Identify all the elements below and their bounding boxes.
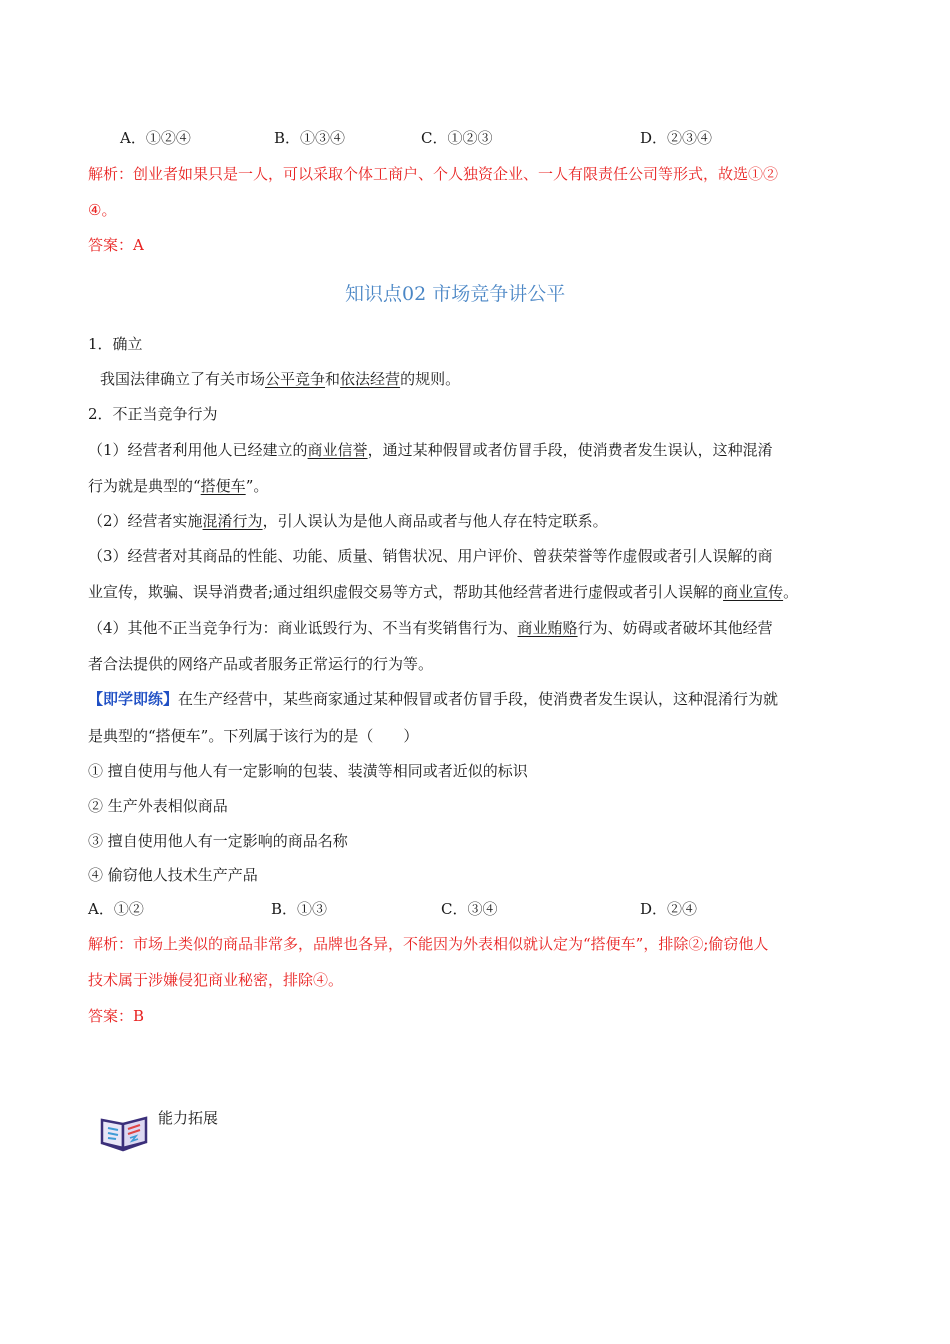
item3-l2-underline: 商业宣传: [723, 583, 784, 601]
prev-answer: 答案：A: [88, 236, 144, 254]
point1-text-mid: 和: [325, 370, 341, 388]
practice-statement-4: ④ 偷窃他人技术生产产品: [88, 866, 258, 884]
item3-l2-pre: 业宣传，欺骗、误导消费者;通过组织虚假交易等方式，帮助其他经营者进行虚假或者引人误解的: [88, 583, 724, 601]
point1-underline-lawful-operation: 依法经营: [340, 370, 401, 388]
section-title: 知识点02 市场竞争讲公平: [345, 283, 566, 305]
practice-statement-2: ② 生产外表相似商品: [88, 797, 228, 815]
practice-question-line1: [88, 689, 778, 709]
point1-text-post: 的规则。: [400, 370, 461, 388]
point2-item1-line2: [88, 476, 268, 496]
item4-pre: （4）其他不正当竞争行为：商业诋毁行为、不当有奖销售行为、: [88, 619, 518, 637]
item1-l2-post: ”。: [245, 477, 269, 495]
item1-post: ，通过某种假冒或者仿冒手段，使消费者发生误认，这种混淆: [367, 441, 773, 459]
practice-tag: 【即学即练】: [88, 690, 179, 708]
practice-option-b: B．①③: [271, 900, 328, 918]
prev-option-a: A．①②④: [120, 129, 191, 147]
point2-item2: [88, 511, 608, 531]
item1-l2-underline: 搭便车: [200, 477, 246, 495]
practice-option-d: D．②④: [640, 900, 698, 918]
practice-statement-1: ① 擅自使用与他人有一定影响的包装、装潢等相同或者近似的标识: [88, 762, 528, 780]
point1-underline-fair-competition: 公平竞争: [265, 370, 326, 388]
practice-question-line2: 是典型的“搭便车”。下列属于该行为的是（ ）: [88, 727, 419, 745]
point2-heading: 2．不正当竞争行为: [88, 405, 218, 423]
item1-l2-pre: 行为就是典型的“: [88, 477, 201, 495]
item2-pre: （2）经营者实施: [88, 512, 203, 530]
item1-underline: 商业信誉: [307, 441, 368, 459]
open-book-icon: [99, 1110, 149, 1152]
prev-option-d: D．②③④: [640, 129, 713, 147]
item4-post: 行为、妨碍或者破坏其他经营: [577, 619, 773, 637]
prev-option-b: B．①③④: [274, 129, 346, 147]
practice-q1: 在生产经营中，某些商家通过某种假冒或者仿冒手段，使消费者发生误认，这种混淆行为就: [178, 690, 779, 708]
item2-post: ，引人误认为是他人商品或者与他人存在特定联系。: [262, 512, 608, 530]
point1-text: [100, 369, 460, 389]
item4-underline: 商业贿赂: [517, 619, 578, 637]
point1-text-pre: 我国法律确立了有关市场: [100, 370, 266, 388]
point1-heading: 1．确立: [88, 335, 143, 353]
practice-statement-3: ③ 擅自使用他人有一定影响的商品名称: [88, 832, 348, 850]
practice-option-a: A．①②: [88, 900, 144, 918]
practice-analysis-line1: 解析：市场上类似的商品非常多，品牌也各异，不能因为外表相似就认定为“搭便车”，排除②;偷窃他人: [88, 935, 769, 953]
extension-label: 能力拓展: [158, 1109, 219, 1127]
point2-item4-line1: [88, 618, 773, 638]
item3-l2-post: 。: [783, 583, 799, 601]
prev-analysis-line1: 解析：创业者如果只是一人，可以采取个体工商户、个人独资企业、一人有限责任公司等形式，故选①②: [88, 165, 779, 183]
item1-pre: （1）经营者利用他人已经建立的: [88, 441, 308, 459]
practice-option-c: C．③④: [441, 900, 498, 918]
item2-underline: 混淆行为: [202, 512, 263, 530]
point2-item3-line2: [88, 582, 798, 602]
practice-analysis-line2: 技术属于涉嫌侵犯商业秘密，排除④。: [88, 971, 344, 989]
prev-analysis-line2: ④。: [88, 201, 117, 219]
point2-item4-line2: 者合法提供的网络产品或者服务正常运行的行为等。: [88, 655, 434, 673]
point2-item1-line1: [88, 440, 773, 460]
point2-item3-line1: （3）经营者对其商品的性能、功能、质量、销售状况、用户评价、曾获荣誉等作虚假或者引人误解的商: [88, 547, 773, 565]
prev-option-c: C．①②③: [421, 129, 493, 147]
practice-answer: 答案：B: [88, 1007, 145, 1025]
